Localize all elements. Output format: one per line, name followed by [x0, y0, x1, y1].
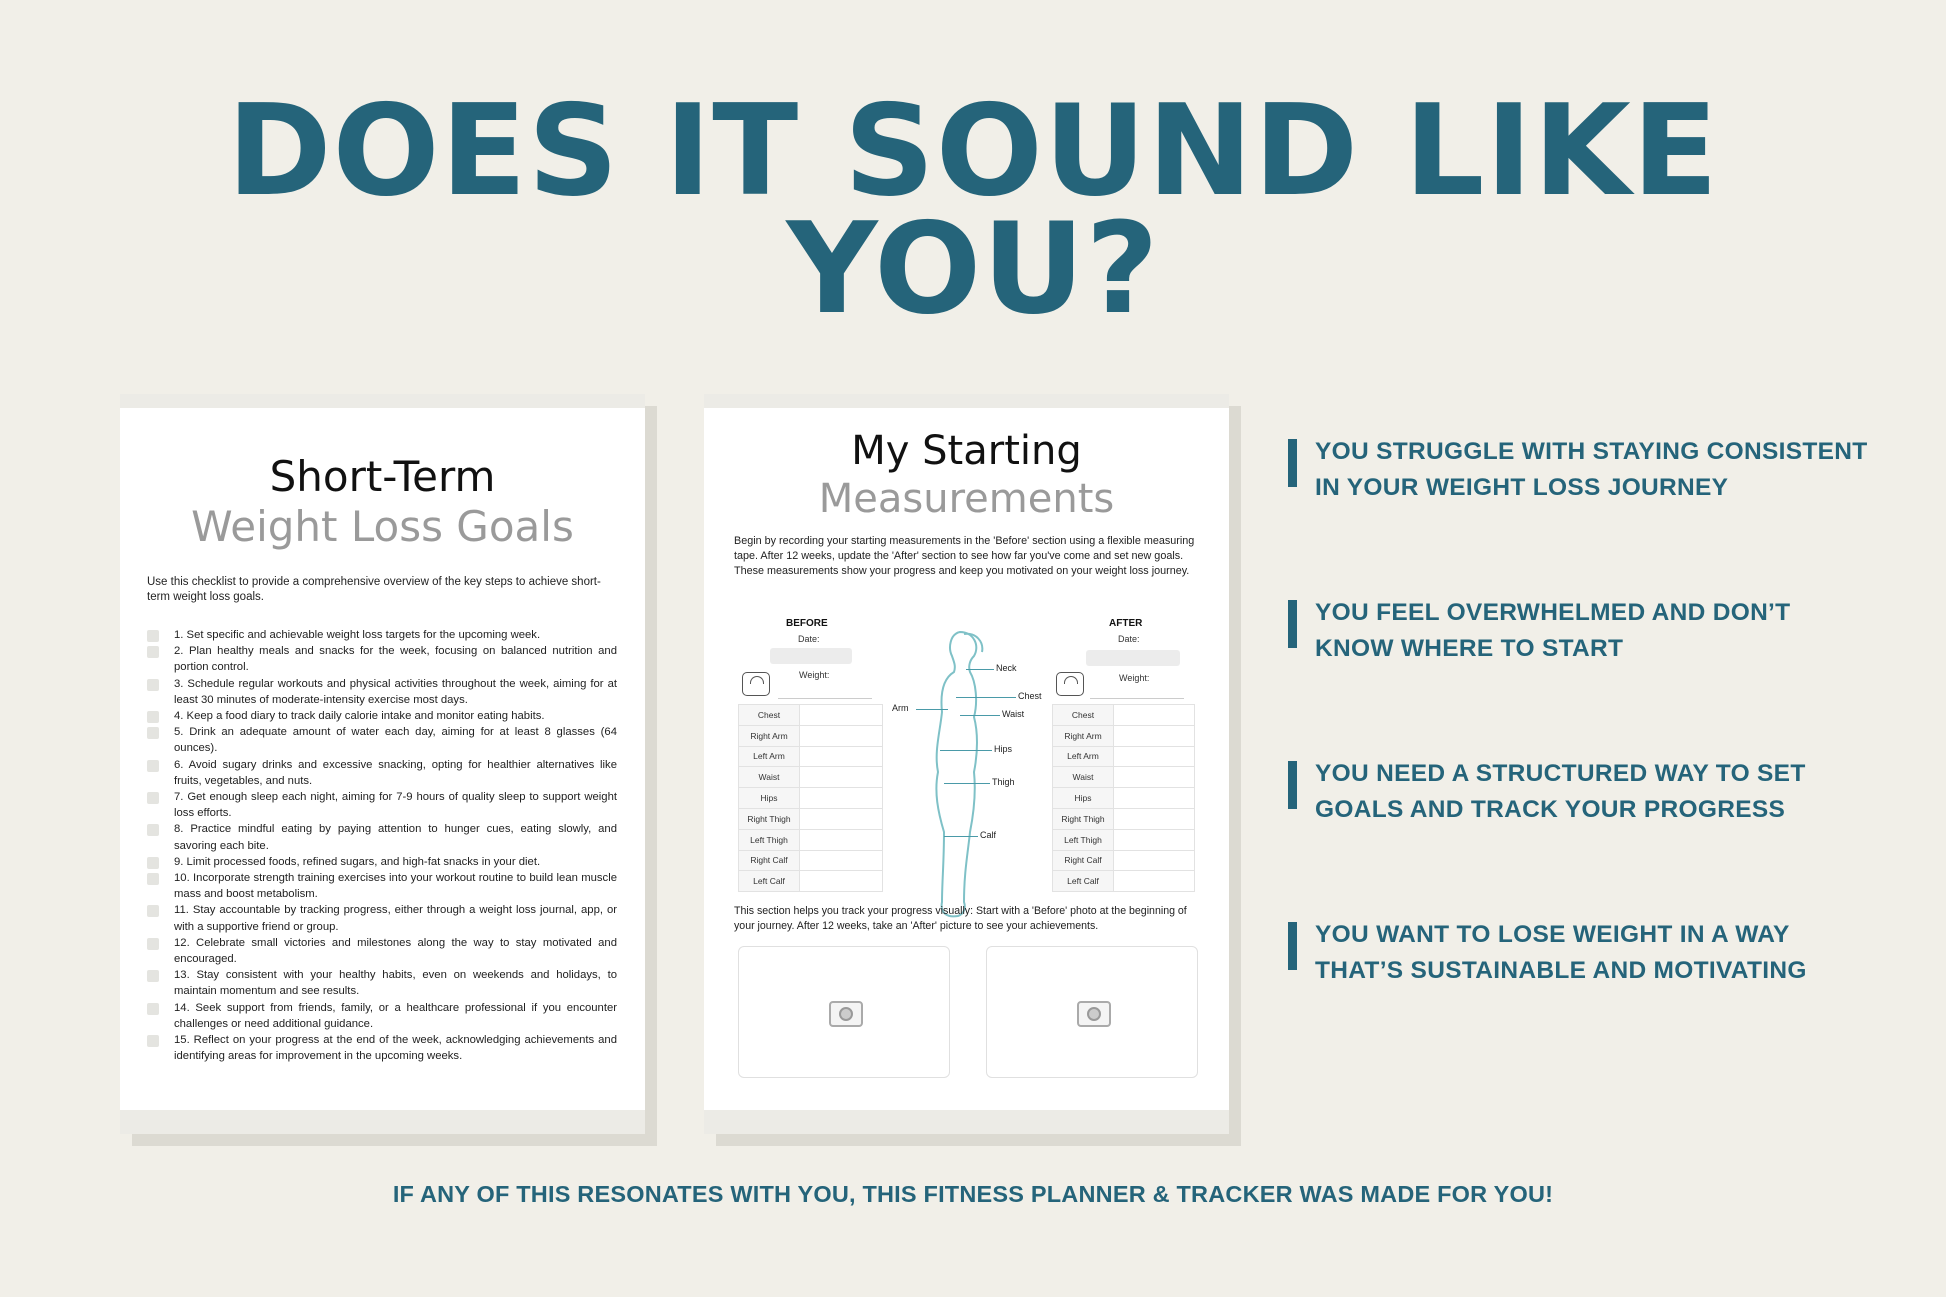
bullet-line-2: IN YOUR WEIGHT LOSS JOURNEY	[1315, 474, 1729, 501]
starting-measurements-page	[704, 394, 1229, 1134]
goal-item: 3. Schedule regular workouts and physical activities throughout the week, aiming for at least 30 minutes of moderate-intensity exercise most days.	[147, 676, 617, 708]
thigh-line	[944, 783, 990, 784]
goal-item: 4. Keep a food diary to track daily calorie intake and monitor eating habits.	[147, 708, 617, 724]
measurement-field[interactable]	[1114, 705, 1195, 726]
goal-item: 8. Practice mindful eating by paying attention to hunger cues, eating slowly, and savoring each bite.	[147, 821, 617, 853]
checkbox[interactable]	[147, 824, 159, 836]
arm-line	[916, 709, 948, 710]
goal-item: 9. Limit processed foods, refined sugars, and high-fat snacks in your diet.	[147, 854, 617, 870]
measurement-field[interactable]	[800, 788, 883, 809]
goal-item: 7. Get enough sleep each night, aiming for 7-9 hours of quality sleep to support weight loss efforts.	[147, 789, 617, 821]
measurement-field[interactable]	[1114, 788, 1195, 809]
goal-item: 1. Set specific and achievable weight loss targets for the upcoming week.	[147, 627, 617, 643]
page-intro: Begin by recording your starting measurements in the 'Before' section using a flexible measuring tape. After 12 weeks, update the 'After' section to see how far you've come and set new goals. These measurements show your progress and keep you motivated on your weight loss journey.	[734, 535, 1195, 577]
checkbox[interactable]	[147, 760, 159, 772]
headline-line-1: DOES IT SOUND LIKE	[226, 77, 1720, 224]
table-row: Chest	[1053, 705, 1195, 726]
chest-line	[956, 697, 1016, 698]
checkbox[interactable]	[147, 646, 159, 658]
waist-label: Waist	[1002, 709, 1025, 719]
after-label: AFTER	[1109, 618, 1143, 629]
measurement-field[interactable]	[800, 829, 883, 850]
table-row: Left Arm	[1053, 746, 1195, 767]
goals-checklist	[147, 627, 617, 1064]
table-row: Left Arm	[739, 746, 883, 767]
bullet-line-2: KNOW WHERE TO START	[1315, 635, 1624, 662]
checkbox[interactable]	[147, 630, 159, 642]
page-edge-bottom	[704, 1110, 1229, 1134]
goal-item: 12. Celebrate small victories and milestones along the way to stay motivated and encouraged.	[147, 935, 617, 967]
chest-label: Chest	[1018, 691, 1042, 701]
table-row: Right Arm	[1053, 725, 1195, 746]
page-edge-top	[120, 394, 645, 408]
bullet-line-1: YOU FEEL OVERWHELMED AND DON’T	[1315, 599, 1791, 626]
measurement-field[interactable]	[1114, 767, 1195, 788]
page-edge-top	[704, 394, 1229, 408]
before-label: BEFORE	[786, 618, 828, 629]
calf-label: Calf	[980, 830, 997, 840]
scale-icon	[1056, 672, 1084, 696]
after-photo-box[interactable]	[986, 946, 1198, 1078]
table-row: Right Thigh	[1053, 808, 1195, 829]
bullet-bar	[1288, 600, 1297, 648]
table-row: Hips	[1053, 788, 1195, 809]
goal-item: 11. Stay accountable by tracking progress, either through a weight loss journal, app, or with a supportive friend or group.	[147, 902, 617, 934]
camera-icon	[829, 1001, 863, 1027]
bullet-bar	[1288, 761, 1297, 809]
table-row: Hips	[739, 788, 883, 809]
short-term-goals-page	[120, 394, 645, 1134]
goal-item: 15. Reflect on your progress at the end of the week, acknowledging achievements and identifying areas for improvement in the upcoming weeks.	[147, 1032, 617, 1064]
table-row: Left Thigh	[739, 829, 883, 850]
camera-icon	[1077, 1001, 1111, 1027]
page-subtitle: Weight Loss Goals	[191, 502, 574, 551]
table-row: Waist	[1053, 767, 1195, 788]
checkbox[interactable]	[147, 970, 159, 982]
goal-item: 2. Plan healthy meals and snacks for the week, focusing on balanced nutrition and portion control.	[147, 643, 617, 675]
date-label: Date:	[1118, 634, 1140, 644]
before-date-field[interactable]	[770, 648, 852, 664]
after-measurements-table	[1052, 704, 1195, 892]
hips-label: Hips	[994, 744, 1013, 754]
checkbox[interactable]	[147, 1035, 159, 1047]
waist-line	[960, 715, 1000, 716]
page-subtitle: Measurements	[818, 476, 1115, 522]
hips-line	[940, 750, 992, 751]
checkbox[interactable]	[147, 727, 159, 739]
checkbox[interactable]	[147, 792, 159, 804]
arm-label: Arm	[892, 703, 909, 713]
checkbox[interactable]	[147, 1003, 159, 1015]
goal-item: 14. Seek support from friends, family, or a healthcare professional if you encounter challenges or need additional guidance.	[147, 1000, 617, 1032]
photo-intro: This section helps you track your progress visually: Start with a 'Before' photo at the beginning of your journey. After 12 weeks, take an 'After' picture to see your achievements.	[734, 905, 1187, 932]
before-measurements-table	[738, 704, 883, 892]
goal-item: 5. Drink an adequate amount of water each day, aiming for at least 8 glasses (64 ounces).	[147, 724, 617, 756]
table-row: Left Thigh	[1053, 829, 1195, 850]
calf-line	[944, 836, 978, 837]
measurement-field[interactable]	[800, 767, 883, 788]
measurement-field[interactable]	[1114, 746, 1195, 767]
measurement-field[interactable]	[800, 808, 883, 829]
table-row: Right Calf	[1053, 850, 1195, 871]
table-row: Right Thigh	[739, 808, 883, 829]
measurement-field[interactable]	[1114, 808, 1195, 829]
checkbox[interactable]	[147, 905, 159, 917]
measurement-field[interactable]	[800, 746, 883, 767]
bullet-line-1: YOU STRUGGLE WITH STAYING CONSISTENT	[1315, 438, 1868, 465]
weight-label: Weight:	[799, 670, 830, 680]
bullet-bar	[1288, 922, 1297, 970]
before-weight-field[interactable]	[778, 698, 872, 699]
bullet-line-1: YOU WANT TO LOSE WEIGHT IN A WAY	[1315, 921, 1790, 948]
after-date-field[interactable]	[1086, 650, 1180, 666]
thigh-label: Thigh	[992, 777, 1015, 787]
goal-item: 6. Avoid sugary drinks and excessive snacking, opting for healthier alternatives like fruits, vegetables, and nuts.	[147, 757, 617, 789]
measurement-field[interactable]	[1114, 725, 1195, 746]
checkbox[interactable]	[147, 873, 159, 885]
headline	[0, 77, 1946, 342]
neck-label: Neck	[996, 663, 1017, 673]
bullet-line-2: GOALS AND TRACK YOUR PROGRESS	[1315, 796, 1786, 823]
bullet-line-2: THAT’S SUSTAINABLE AND MOTIVATING	[1315, 957, 1807, 984]
date-label: Date:	[798, 634, 820, 644]
after-weight-field[interactable]	[1090, 698, 1184, 699]
page-title: Short-Term	[269, 452, 496, 501]
weight-label: Weight:	[1119, 673, 1150, 683]
checkbox[interactable]	[147, 679, 159, 691]
measurement-field[interactable]	[1114, 871, 1195, 892]
page-intro: Use this checklist to provide a comprehensive overview of the key steps to achieve short-term weight loss goals.	[147, 576, 601, 603]
measurement-field[interactable]	[1114, 850, 1195, 871]
goal-item: 13. Stay consistent with your healthy habits, even on weekends and holidays, to maintain momentum and see results.	[147, 967, 617, 999]
neck-line	[966, 669, 994, 670]
measurement-field[interactable]	[800, 871, 883, 892]
page-edge-bottom	[120, 1110, 645, 1134]
table-row: Right Arm	[739, 725, 883, 746]
measurement-field[interactable]	[800, 725, 883, 746]
table-row: Right Calf	[739, 850, 883, 871]
headline-line-2: YOU?	[786, 195, 1160, 342]
scale-icon	[742, 672, 770, 696]
bullet-line-1: YOU NEED A STRUCTURED WAY TO SET	[1315, 760, 1806, 787]
table-row: Waist	[739, 767, 883, 788]
measurement-field[interactable]	[800, 850, 883, 871]
page-title: My Starting	[851, 428, 1082, 474]
table-row: Chest	[739, 705, 883, 726]
table-row: Left Calf	[739, 871, 883, 892]
bullet-bar	[1288, 439, 1297, 487]
before-photo-box[interactable]	[738, 946, 950, 1078]
goal-item: 10. Incorporate strength training exercises into your workout routine to build lean muscle mass and boost metabolism.	[147, 870, 617, 902]
checkbox[interactable]	[147, 857, 159, 869]
footer-text: IF ANY OF THIS RESONATES WITH YOU, THIS FITNESS PLANNER & TRACKER WAS MADE FOR YOU!	[392, 1181, 1554, 1207]
checkbox[interactable]	[147, 711, 159, 723]
table-row: Left Calf	[1053, 871, 1195, 892]
measurement-field[interactable]	[1114, 829, 1195, 850]
checkbox[interactable]	[147, 938, 159, 950]
measurement-field[interactable]	[800, 705, 883, 726]
